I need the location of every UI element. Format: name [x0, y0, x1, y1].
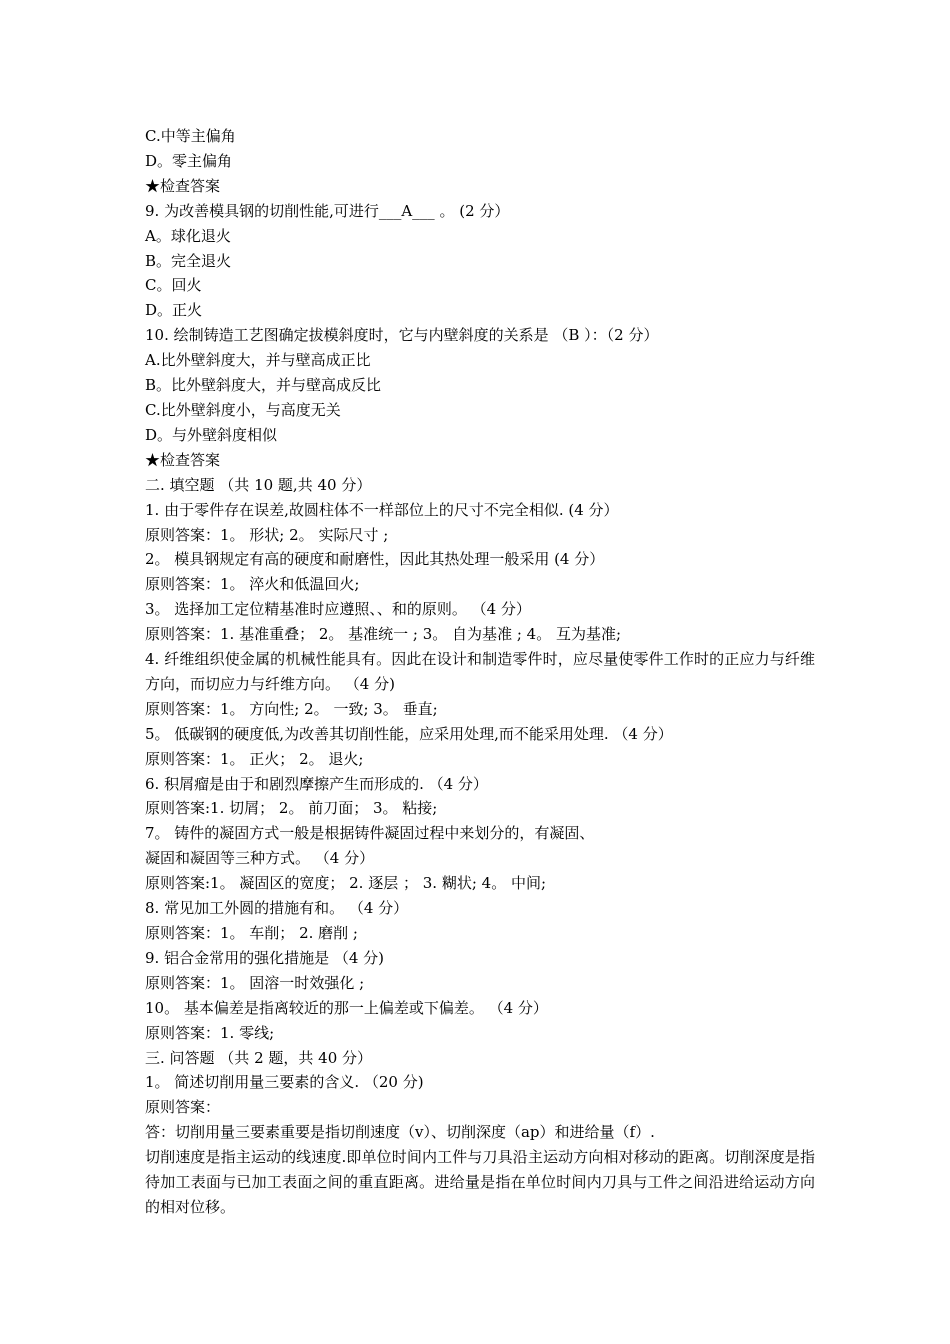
answer-7: 原则答案:1。 凝固区的宽度； 2. 逐层 ； 3. 糊状; 4。 中间;	[145, 874, 547, 893]
fill-question-6: 6. 积屑瘤是由于和剧烈摩擦产生而形成的. （4 分）	[145, 774, 488, 793]
fill-question-2: 2。 模具钢规定有高的硬度和耐磨性，因此其热处理一般采用 (4 分）	[145, 550, 605, 569]
option-b: B。完全退火	[145, 251, 232, 270]
question-10: 10. 绘制铸造工艺图确定拔模斜度时，它与内壁斜度的关系是 （B ）：（2 分）	[145, 326, 659, 345]
answer-4: 原则答案：1。 方向性; 2。 一致; 3。 垂直;	[145, 699, 438, 718]
fill-question-4: 4. 纤维组织使金属的机械性能具有。因此在设计和制造零件时，应尽量使零件工作时的正应力与纤维方向，而切应力与纤维方向。 （4 分)	[145, 650, 815, 693]
fill-question-8: 8. 常见加工外圆的措施有和。 （4 分）	[145, 899, 409, 918]
answer-1: 原则答案：1。 形状; 2。 实际尺寸 ;	[145, 525, 389, 544]
fill-question-7-continued: 凝固和凝固等三种方式。 （4 分）	[145, 849, 375, 868]
fill-question-3: 3。 选择加工定位精基准时应遵照、、和的原则。 （4 分）	[145, 600, 531, 619]
check-answer-link[interactable]: ★检查答案	[145, 450, 221, 469]
option-b: B。比外壁斜度大，并与壁高成反比	[145, 376, 382, 395]
answer-2: 原则答案：1。 淬火和低温回火;	[145, 575, 360, 594]
option-c: C.中等主偏角	[145, 127, 236, 145]
document-page	[145, 124, 815, 1220]
fill-question-10: 10。 基本偏差是指离较近的那一上偏差或下偏差。 （4 分）	[145, 998, 548, 1017]
option-c: C。回火	[145, 276, 202, 295]
answer-9: 原则答案：1。 固溶一时效强化 ;	[145, 973, 365, 992]
answer-3: 原则答案：1. 基准重叠； 2。 基准统一 ; 3。 自为基准 ; 4。 互为基准;	[145, 625, 622, 644]
question-9: 9. 为改善模具钢的切削性能,可进行___A___ 。 (2 分）	[145, 201, 510, 220]
section-heading-fill-in: 二. 填空题 （共 10 题,共 40 分）	[145, 475, 372, 494]
answer-6: 原则答案:1. 切屑； 2。 前刀面； 3。 粘接;	[145, 799, 438, 818]
essay-answer-intro: 答：切削用量三要素重要是指切削速度（v）、切削深度（ap）和进给量（f）.	[145, 1123, 655, 1142]
option-d: D。正火	[145, 301, 203, 320]
fill-question-9: 9. 铝合金常用的强化措施是 （4 分)	[145, 948, 385, 967]
answer-8: 原则答案：1。 车削； 2. 磨削 ;	[145, 924, 358, 942]
check-answer-link[interactable]: ★检查答案	[145, 176, 221, 195]
answer-5: 原则答案：1。 正火； 2。 退火;	[145, 749, 364, 768]
fill-question-1: 1. 由于零件存在误差,故圆柱体不一样部位上的尺寸不完全相似. (4 分）	[145, 500, 619, 519]
essay-answer-label: 原则答案：	[145, 1098, 221, 1117]
fill-question-7: 7。 铸件的凝固方式一般是根据铸件凝固过程中来划分的，有凝固、	[145, 824, 595, 843]
essay-question-1: 1。 简述切削用量三要素的含义. （20 分)	[145, 1073, 424, 1092]
fill-question-5: 5。 低碳钢的硬度低,为改善其切削性能，应采用处理,而不能采用处理. （4 分）	[145, 724, 673, 743]
answer-10: 原则答案：1. 零线;	[145, 1023, 275, 1042]
option-d: D。与外壁斜度相似	[145, 425, 278, 444]
option-c: C.比外壁斜度小，与高度无关	[145, 400, 341, 419]
essay-answer-body: 切削速度是指主运动的线速度.即单位时间内工件与刀具沿主运动方向相对移动的距离。切削深度是指待加工表面与已加工表面之间的重直距离。进给量是指在单位时间内刀具与工件之间沿进给运动方向的相对位移。	[145, 1148, 815, 1216]
option-a: A。球化退火	[145, 226, 231, 245]
option-a: A.比外壁斜度大，并与壁高成正比	[145, 351, 371, 370]
section-heading-essay: 三. 问答题 （共 2 题，共 40 分）	[145, 1048, 373, 1067]
option-d: D。零主偏角	[145, 151, 233, 170]
